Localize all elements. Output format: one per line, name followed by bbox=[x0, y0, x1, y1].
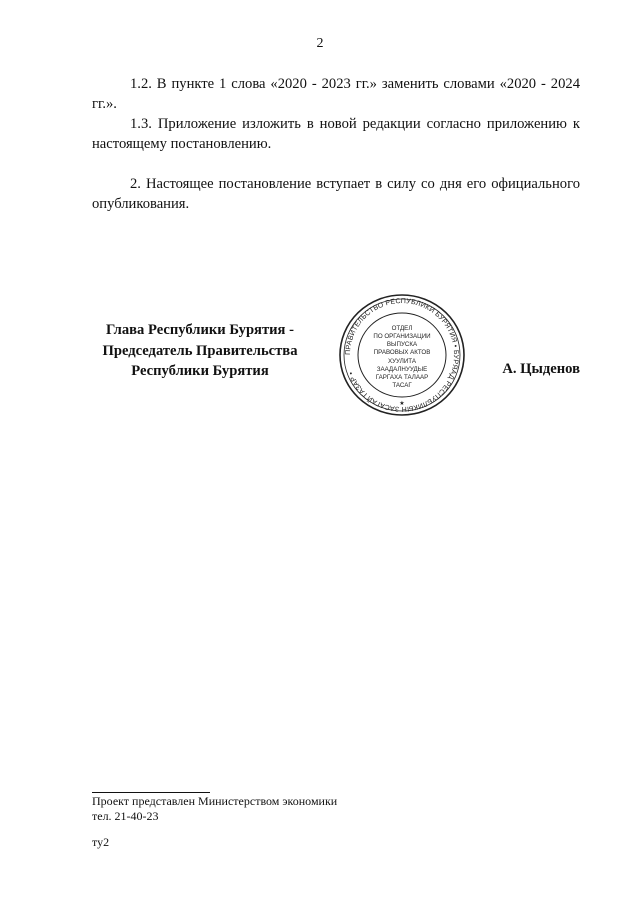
signatory-title-line: Председатель Правительства bbox=[102, 342, 298, 359]
document-code: ту2 bbox=[92, 835, 110, 849]
seal-line: ПО ОРГАНИЗАЦИИ bbox=[373, 333, 431, 340]
footnote-line: Проект представлен Министерством экономики bbox=[92, 794, 338, 808]
seal-line: ГАРГАХА ТАЛААР bbox=[375, 374, 429, 381]
seal-line: ОТДЕЛ bbox=[391, 325, 413, 332]
paragraph-2: 2. Настоящее постановление вступает в силу со дня его официального опубликования. bbox=[92, 176, 580, 212]
paragraph-1-2: 1.2. В пункте 1 слова «2020 - 2023 гг.» заменить словами «2020 - 2024 гг.». bbox=[92, 76, 580, 112]
seal-line: ПРАВОВЫХ АКТОВ bbox=[373, 349, 431, 356]
footnote-line: тел. 21-40-23 bbox=[92, 808, 159, 823]
seal-star-icon: ★ bbox=[399, 401, 405, 407]
signatory-title-line: Глава Республики Бурятия - bbox=[106, 322, 294, 338]
seal-line: ХУУЛИТА bbox=[388, 358, 416, 365]
footnote bbox=[92, 794, 337, 823]
page-number: 2 bbox=[316, 36, 324, 51]
seal-ring-text: ПРАВИТЕЛЬСТВО РЕСПУБЛИКИ БУРЯТИЯ • БУРЯАД РЕСПУБЛИКЫН ЗАСАГАЙ ГАЗАР • bbox=[344, 297, 460, 413]
official-seal bbox=[338, 293, 466, 417]
paragraph-1-3: 1.3. Приложение изложить в новой редакции согласно приложению к настоящему постановлению. bbox=[92, 116, 580, 152]
seal-line: ТАСАГ bbox=[392, 382, 412, 389]
signatory-title-line: Республики Бурятия bbox=[131, 363, 269, 379]
footnote-divider bbox=[92, 792, 210, 793]
seal-line: ЗААДАЛНУУДЫЕ bbox=[376, 366, 428, 373]
signatory-title bbox=[92, 320, 308, 382]
signatory-name: А. Цыденов bbox=[502, 361, 580, 377]
body-text bbox=[92, 74, 580, 214]
seal-line: ВЫПУСКА bbox=[386, 341, 418, 348]
